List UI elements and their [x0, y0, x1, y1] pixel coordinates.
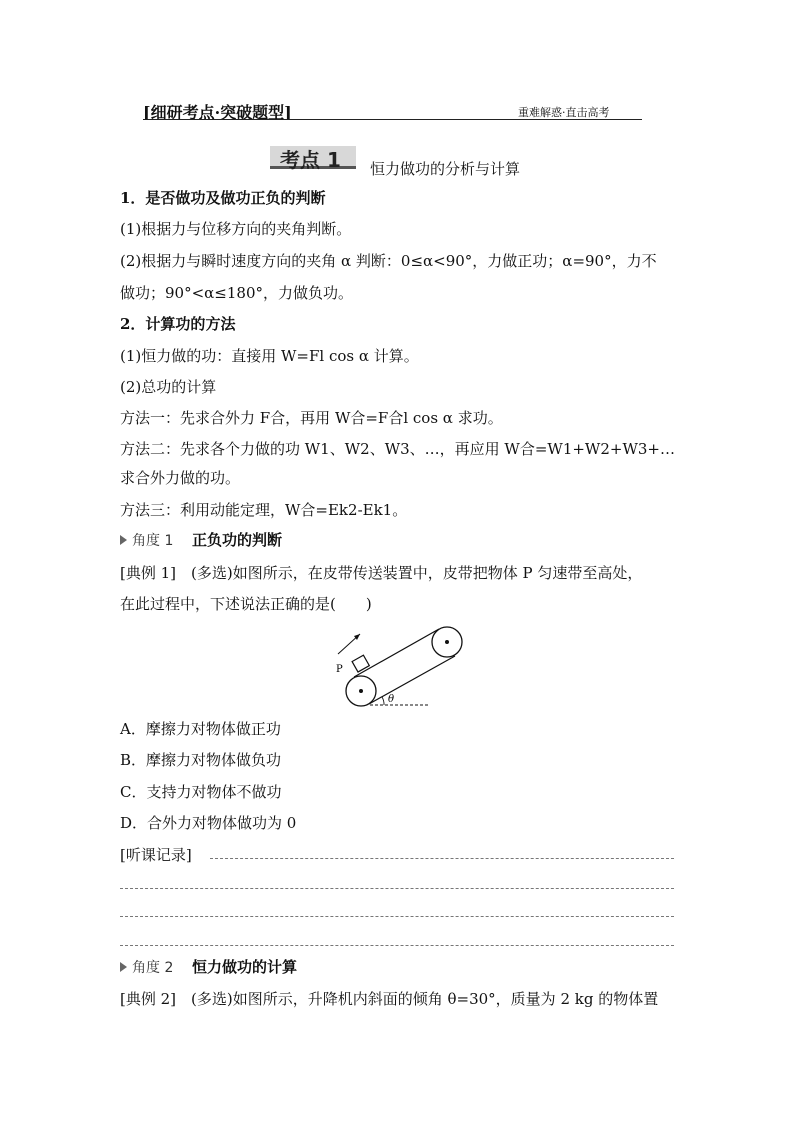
option-c: C．支持力对物体不做功 [120, 783, 282, 801]
sec1-p1: (1)根据力与位移方向的夹角判断。 [120, 220, 352, 238]
kaodian-badge [270, 144, 356, 170]
sec2-p2: (2)总功的计算 [120, 378, 217, 396]
jiaodu2-heading [120, 956, 440, 978]
option-b: B．摩擦力对物体做负功 [120, 751, 282, 769]
notes-line [120, 916, 674, 917]
notes-line [210, 858, 674, 859]
example1-line2: 在此过程中，下述说法正确的是( ) [120, 595, 372, 613]
kaodian-badge-label: 考点 1 [280, 148, 341, 172]
angle-theta-label: θ [388, 694, 395, 705]
notes-label: [听课记录] [120, 846, 192, 864]
kaodian-title: 恒力做功的分析与计算 [370, 160, 521, 178]
notes-line [120, 888, 674, 889]
sec2-title: 2．计算功的方法 [120, 315, 236, 333]
sec2-method2b: 求合外力做的功。 [120, 469, 241, 487]
sec2-p1: (1)恒力做的功：直接用 W=Fl cos α 计算。 [120, 347, 419, 365]
triangle-marker-icon [120, 962, 127, 972]
option-d: D．合外力对物体做功为 0 [120, 814, 297, 832]
jiaodu2-name: 恒力做功的计算 [192, 958, 298, 976]
section-header-right: 重难解惑·直击高考 [518, 106, 610, 119]
block-p-label: P [336, 664, 343, 675]
jiaodu1-tag: 角度 1 [132, 533, 174, 549]
example2-line1: [典例 2] (多选)如图所示，升降机内斜面的倾角 θ=30°，质量为 2 kg 的物体置 [120, 990, 659, 1008]
sec2-method2a: 方法二：先求各个力做的功 W1、W2、W3、…，再应用 W合=W1+W2+W3+… [120, 440, 675, 458]
jiaodu1-heading [120, 529, 420, 551]
header-divider [143, 119, 642, 120]
sec1-title: 1．是否做功及做功正负的判断 [120, 189, 326, 207]
sec2-method1: 方法一：先求合外力 F合，再用 W合=F合l cos α 求功。 [120, 409, 503, 427]
conveyor-belt-figure [330, 620, 470, 712]
triangle-marker-icon [120, 535, 127, 545]
jiaodu1-name: 正负功的判断 [192, 531, 283, 549]
option-a: A．摩擦力对物体做正功 [120, 720, 281, 738]
notes-line [120, 945, 674, 946]
jiaodu2-tag: 角度 2 [132, 960, 174, 976]
sec1-p2a: (2)根据力与瞬时速度方向的夹角 α 判断：0≤α<90°，力做正功；α=90°，力不 [120, 252, 657, 270]
sec2-method3: 方法三：利用动能定理，W合=Ek2-Ek1。 [120, 501, 408, 519]
example1-line1: [典例 1] (多选)如图所示，在皮带传送装置中，皮带把物体 P 匀速带至高处， [120, 564, 643, 582]
sec1-p2b: 做功；90°<α≤180°，力做负功。 [120, 284, 353, 302]
section-header-left: [细研考点·突破题型] [143, 103, 292, 122]
